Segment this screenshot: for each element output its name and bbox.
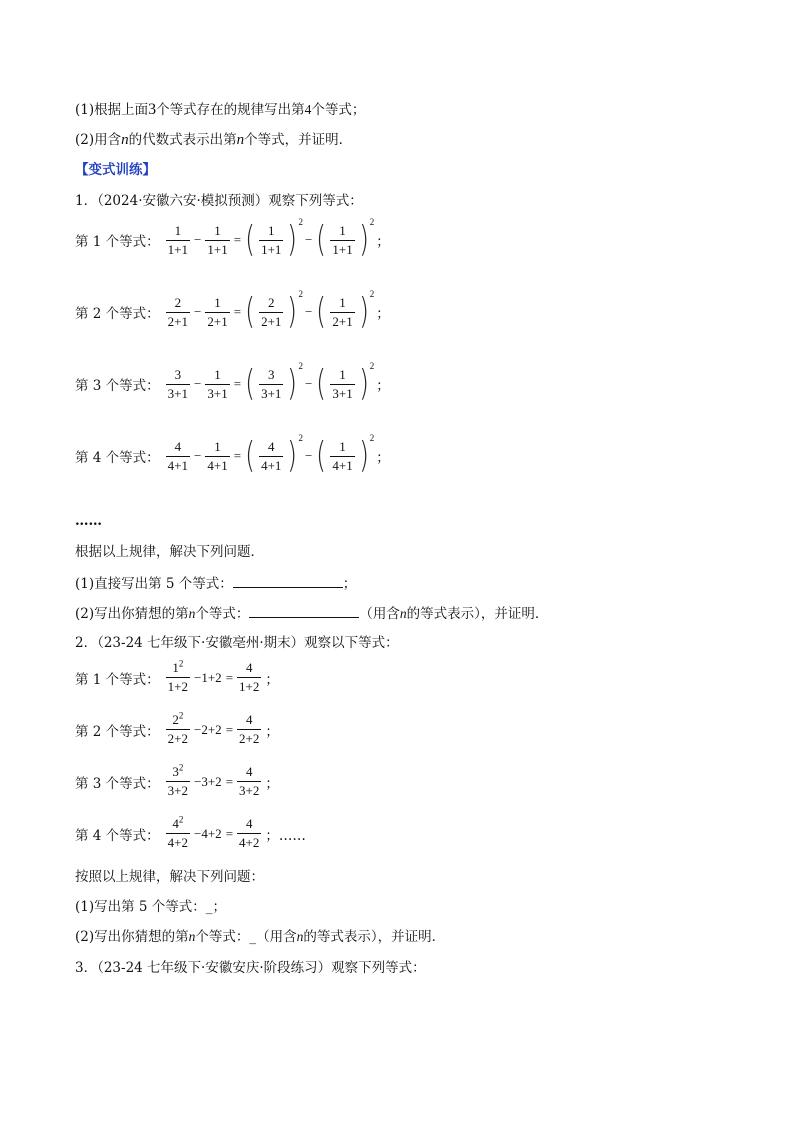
right-paren: ) xyxy=(358,219,369,260)
problem-2-instruction: 按照以上规律，解决下列问题： xyxy=(75,869,264,885)
denominator: 3+1 xyxy=(332,385,353,401)
intro-question-1 xyxy=(75,101,365,119)
fraction xyxy=(330,440,354,473)
equation-label: 第 4 个等式： xyxy=(75,450,160,466)
right-paren: ) xyxy=(358,363,369,404)
answer-blank[interactable] xyxy=(249,604,359,618)
denominator: 2+2 xyxy=(167,731,189,746)
text: （用含 xyxy=(359,606,400,622)
equation-label: 第 4 个等式： xyxy=(75,827,160,844)
ellipsis: …… xyxy=(75,513,102,529)
denominator: 3+2 xyxy=(239,783,260,798)
numerator: 4 xyxy=(245,712,253,727)
fraction xyxy=(237,661,261,694)
equation-row xyxy=(75,762,279,798)
text: 的代数式表示出第 xyxy=(128,132,237,148)
fraction xyxy=(166,440,190,473)
fraction xyxy=(205,368,229,401)
semicolon: ； xyxy=(376,378,390,394)
expression: −1+2 xyxy=(194,669,222,685)
text: 个等式： xyxy=(195,606,250,622)
numerator: 1 xyxy=(214,366,221,382)
expression: −4+2 xyxy=(194,825,222,841)
answer-blank[interactable] xyxy=(233,574,343,588)
text: 个等式，并证明． xyxy=(244,132,353,148)
minus-sign: − xyxy=(194,304,202,319)
denominator: 1+1 xyxy=(332,241,353,257)
fraction xyxy=(237,713,261,746)
denominator: 3+1 xyxy=(167,385,189,401)
semicolon: ； xyxy=(376,450,390,466)
parenthesized-fraction xyxy=(243,289,303,332)
numerator: 3 xyxy=(174,366,182,382)
left-paren: ( xyxy=(245,219,255,260)
numerator: 4 xyxy=(245,660,253,675)
left-paren: ( xyxy=(245,435,255,476)
equation-row xyxy=(75,433,390,476)
right-paren: ) xyxy=(287,291,298,332)
denominator: 4+2 xyxy=(167,835,189,850)
minus-sign: − xyxy=(194,232,202,247)
exponent: 2 xyxy=(298,433,303,443)
fraction xyxy=(259,224,283,257)
number: 3 xyxy=(148,101,157,118)
parenthesized-fraction xyxy=(243,217,303,260)
parenthesized-fraction xyxy=(243,361,303,404)
equals-sign: = xyxy=(233,304,242,319)
denominator: 2+2 xyxy=(239,731,260,746)
problem-1-instruction: 根据以上规律，解决下列问题． xyxy=(75,544,264,560)
numerator xyxy=(170,710,185,729)
text: ； xyxy=(342,576,357,592)
equation-row xyxy=(75,289,390,332)
fraction xyxy=(166,658,190,694)
equation-label: 第 3 个等式： xyxy=(75,378,160,394)
minus-sign: − xyxy=(304,232,313,247)
fraction xyxy=(205,296,229,329)
numerator: 3 xyxy=(268,366,275,382)
variable: n xyxy=(188,606,196,621)
numerator: 1 xyxy=(339,294,346,310)
semicolon: ； xyxy=(376,306,390,322)
equation-label: 第 2 个等式： xyxy=(75,723,160,740)
equation-row xyxy=(75,658,279,694)
fraction xyxy=(205,224,229,257)
equation-row xyxy=(75,217,390,260)
denominator: 1+1 xyxy=(261,241,282,257)
exponent: 2 xyxy=(298,289,303,299)
exponent: 2 xyxy=(178,762,184,773)
text: 个等式存在的规律写出第 xyxy=(156,102,305,118)
exponent: 2 xyxy=(178,710,184,721)
denominator: 4+2 xyxy=(239,835,260,850)
right-paren: ) xyxy=(287,435,298,476)
section-title: 【变式训练】 xyxy=(75,162,156,178)
minus-sign: − xyxy=(194,448,202,463)
denominator: 2+1 xyxy=(207,313,228,329)
fraction xyxy=(166,762,190,798)
denominator: 1+1 xyxy=(167,241,189,257)
equals-sign: = xyxy=(225,669,234,685)
numerator: 1 xyxy=(214,222,221,238)
semicolon: ； xyxy=(376,234,390,250)
base: 3 xyxy=(172,764,179,779)
fraction xyxy=(205,440,229,473)
denominator: 3+1 xyxy=(261,385,282,401)
numerator: 1 xyxy=(339,222,346,238)
numerator: 1 xyxy=(339,366,346,382)
left-paren: ( xyxy=(245,363,255,404)
minus-sign: − xyxy=(304,376,313,391)
expression: −3+2 xyxy=(194,773,222,789)
right-paren: ) xyxy=(358,435,369,476)
numerator: 1 xyxy=(214,294,221,310)
left-paren: ( xyxy=(316,219,327,260)
problem-2-sub1: (1)写出第 5 个等式：_； xyxy=(75,899,227,915)
equation-row xyxy=(75,710,279,746)
equation-label: 第 2 个等式： xyxy=(75,306,160,322)
numerator: 2 xyxy=(174,294,182,310)
numerator: 4 xyxy=(245,764,253,779)
exponent: 2 xyxy=(178,814,184,825)
expression: −2+2 xyxy=(194,721,222,737)
line-end: ； xyxy=(265,723,279,740)
denominator: 2+1 xyxy=(332,313,353,329)
denominator: 1+2 xyxy=(239,679,260,694)
base: 1 xyxy=(172,660,179,675)
parenthesized-fraction xyxy=(314,217,375,260)
line-end: ； xyxy=(265,775,279,792)
text: (2)写出你猜想的第 xyxy=(75,929,189,945)
text: 的等式表示），并证明． xyxy=(406,606,549,622)
left-paren: ( xyxy=(245,291,255,332)
exponent: 2 xyxy=(369,361,375,371)
problem-3-header: 3．（23-24 七年级下·安徽安庆·阶段练习）观察下列等式： xyxy=(75,960,426,976)
fraction xyxy=(237,817,261,850)
denominator: 2+1 xyxy=(167,313,189,329)
numerator: 2 xyxy=(268,294,275,310)
numerator xyxy=(170,658,185,677)
equation-label: 第 1 个等式： xyxy=(75,671,160,688)
denominator: 3+1 xyxy=(207,385,228,401)
left-paren: ( xyxy=(316,435,327,476)
minus-sign: − xyxy=(304,304,313,319)
problem-1-sub2 xyxy=(75,604,548,623)
text: 个等式； xyxy=(311,102,366,118)
problem-2-header: 2．（23-24 七年级下·安徽亳州·期末）观察以下等式： xyxy=(75,635,399,651)
numerator: 1 xyxy=(174,222,182,238)
fraction xyxy=(330,224,354,257)
denominator: 4+1 xyxy=(332,457,353,473)
equals-sign: = xyxy=(225,721,234,737)
text: 个等式：_（用含 xyxy=(195,929,297,945)
parenthesized-fraction xyxy=(314,433,375,476)
denominator: 4+1 xyxy=(167,457,189,473)
equation-label: 第 3 个等式： xyxy=(75,775,160,792)
equals-sign: = xyxy=(225,773,234,789)
text: (2)写出你猜想的第 xyxy=(75,606,189,622)
equals-sign: = xyxy=(225,825,234,841)
variable: n xyxy=(121,132,129,148)
fraction xyxy=(166,224,190,257)
numerator: 4 xyxy=(174,438,182,454)
variable: n xyxy=(236,132,245,148)
exponent: 2 xyxy=(369,289,375,299)
line-end: ；…… xyxy=(265,827,306,844)
line-end: ； xyxy=(265,671,279,688)
exponent: 2 xyxy=(369,433,375,443)
numerator: 4 xyxy=(268,438,275,454)
left-paren: ( xyxy=(316,291,327,332)
left-paren: ( xyxy=(316,363,327,404)
base: 4 xyxy=(172,816,179,831)
intro-question-2 xyxy=(75,131,352,149)
equals-sign: = xyxy=(233,232,242,247)
equals-sign: = xyxy=(233,376,242,391)
text: (1)根据上面 xyxy=(75,102,149,118)
numerator: 1 xyxy=(214,438,221,454)
fraction xyxy=(166,296,190,329)
exponent: 2 xyxy=(369,217,375,227)
exponent: 2 xyxy=(178,658,184,669)
fraction xyxy=(166,814,190,850)
exponent: 2 xyxy=(298,361,303,371)
base: 2 xyxy=(172,712,179,727)
numerator: 4 xyxy=(245,816,253,831)
denominator: 1+2 xyxy=(167,679,189,694)
problem-1-sub1 xyxy=(75,574,356,593)
problem-1-header: 1．（2024·安徽六安·模拟预测）观察下列等式： xyxy=(75,193,363,209)
numerator: 1 xyxy=(339,438,346,454)
equals-sign: = xyxy=(233,448,242,463)
fraction xyxy=(259,296,283,329)
problem-2-sub2 xyxy=(75,928,445,946)
parenthesized-fraction xyxy=(314,361,375,404)
numerator xyxy=(170,814,185,833)
right-paren: ) xyxy=(287,363,298,404)
denominator: 3+2 xyxy=(167,783,189,798)
text: 的等式表示），并证明． xyxy=(303,929,446,945)
numerator: 1 xyxy=(268,222,275,238)
fraction xyxy=(259,440,283,473)
variable: n xyxy=(399,606,407,621)
right-paren: ) xyxy=(358,291,369,332)
fraction xyxy=(259,368,283,401)
parenthesized-fraction xyxy=(243,433,303,476)
denominator: 4+1 xyxy=(207,457,228,473)
parenthesized-fraction xyxy=(314,289,375,332)
right-paren: ) xyxy=(287,219,298,260)
fraction xyxy=(330,296,354,329)
denominator: 2+1 xyxy=(261,313,282,329)
fraction xyxy=(237,765,261,798)
denominator: 4+1 xyxy=(261,457,282,473)
exponent: 2 xyxy=(298,217,303,227)
number: 4 xyxy=(304,102,312,117)
text: (1)直接写出第 5 个等式： xyxy=(75,576,233,592)
denominator: 1+1 xyxy=(207,241,228,257)
fraction xyxy=(166,710,190,746)
variable: n xyxy=(296,929,304,944)
numerator xyxy=(170,762,185,781)
minus-sign: − xyxy=(194,376,202,391)
text: (2)用含 xyxy=(75,132,122,148)
equation-row xyxy=(75,814,306,850)
equation-label: 第 1 个等式： xyxy=(75,234,160,250)
fraction xyxy=(330,368,354,401)
variable: n xyxy=(188,929,196,944)
minus-sign: − xyxy=(304,448,313,463)
equation-row xyxy=(75,361,390,404)
fraction xyxy=(166,368,190,401)
